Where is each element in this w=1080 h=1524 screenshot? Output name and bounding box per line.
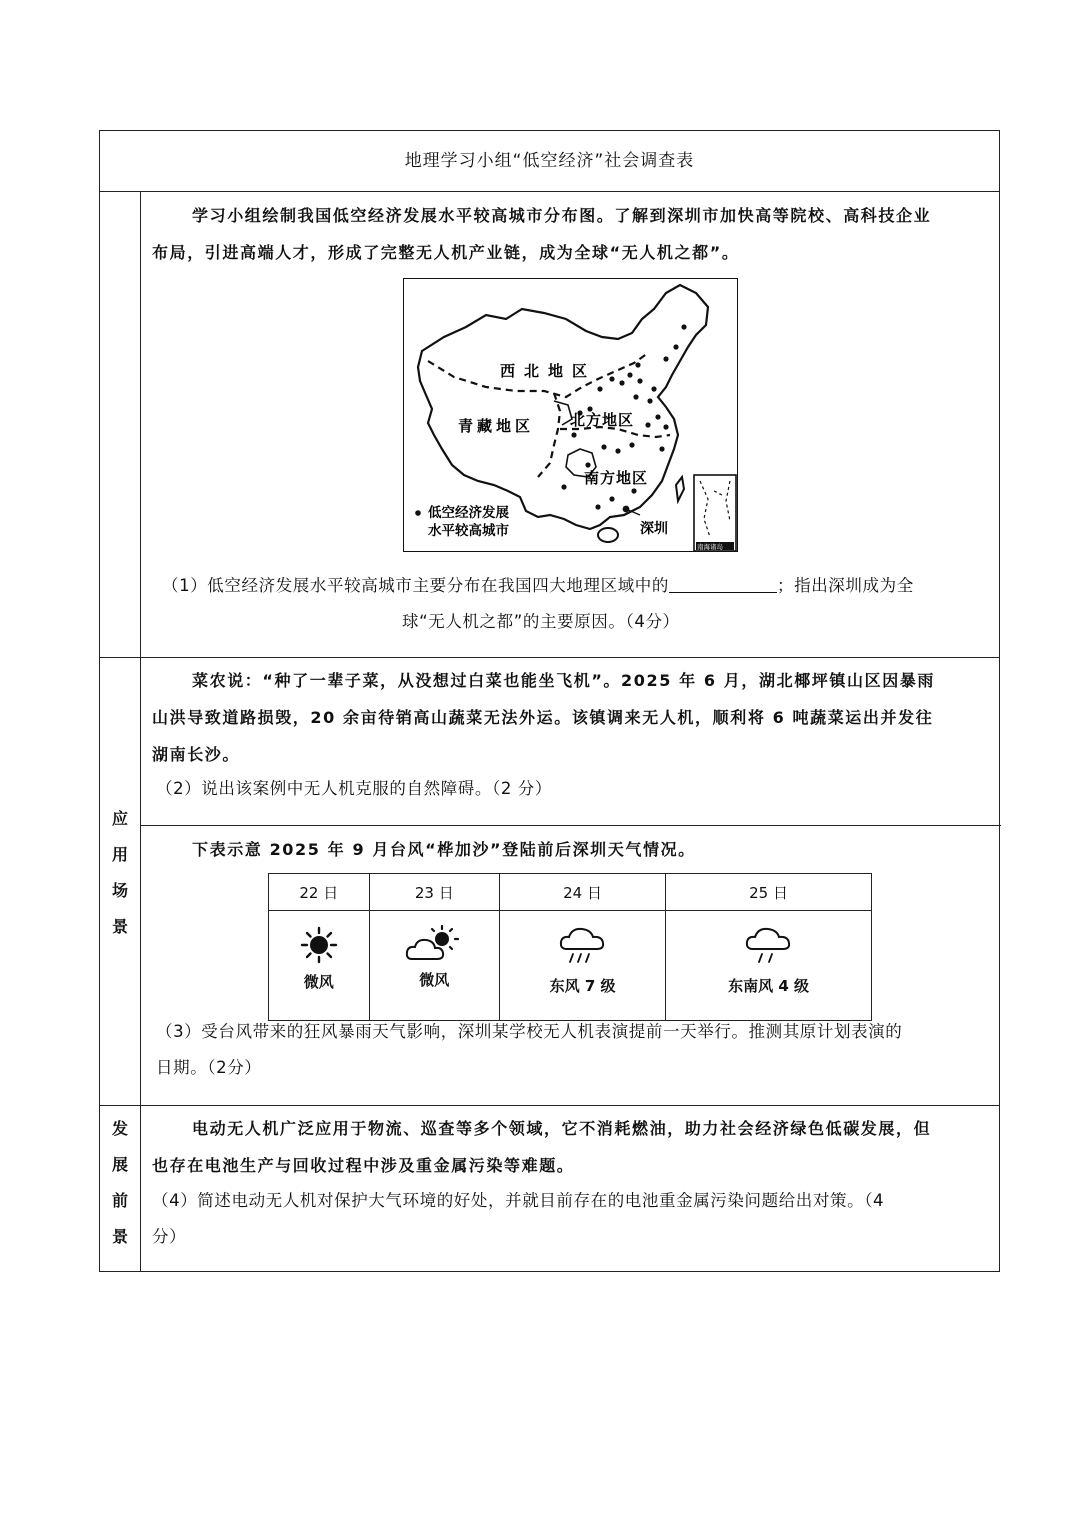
text-line: 学习小组绘制我国低空经济发展水平较高城市分布图。了解到深圳市加快高等院校、高科技企业 (192, 206, 932, 225)
text-line: 也存在电池生产与回收过程中涉及重金属污染等难题。 (152, 1156, 575, 1175)
side-char: 应 (111, 809, 128, 828)
legend-line-1: 低空经济发展 (428, 505, 509, 521)
question-1-text-end: ；指出深圳成为全 (777, 576, 914, 595)
side-label-prospect (100, 1111, 140, 1255)
weather-wind: 东南风 4 级 (728, 977, 810, 996)
side-char: 场 (111, 881, 128, 900)
text-line: 电动无人机广泛应用于物流、巡查等多个领域，它不消耗燃油，助力社会经济绿色低碳发展，但 (192, 1119, 932, 1138)
weather-date: 25 日 (666, 874, 872, 911)
question-4-line2: 分） (152, 1227, 187, 1246)
weather-date: 22 日 (269, 874, 370, 911)
china-outline (418, 285, 708, 529)
question-2: （2）说出该案例中无人机克服的自然障碍。（2 分） (156, 779, 552, 798)
inset-box (694, 475, 736, 551)
weather-table (268, 873, 872, 1021)
label-south: 南方地区 (584, 469, 649, 487)
label-shenzhen: 深圳 (640, 521, 668, 537)
sun-icon (299, 925, 339, 965)
table-title: 地理学习小组“低空经济”社会调查表 (404, 151, 695, 171)
divider (100, 191, 999, 192)
side-char: 景 (111, 1227, 128, 1246)
weather-wind: 微风 (303, 973, 334, 992)
weather-date-row (269, 874, 872, 911)
question-1-line2: 球“无人机之都”的主要原因。（4分） (402, 612, 680, 631)
text-line: 湖南长沙。 (152, 745, 241, 764)
divider (100, 1105, 999, 1106)
label-qinghai-tibet: 青藏地区 (458, 417, 535, 435)
weather-cell (500, 911, 666, 1021)
legend-dot (415, 510, 421, 516)
side-char: 发 (111, 1119, 128, 1138)
text-line: 菜农说：“种了一辈子菜，从没想过白菜也能坐飞机”。2025 年 6 月，湖北椰坪镇山区因暴雨 (192, 671, 936, 690)
weather-wind: 东风 7 级 (549, 977, 616, 996)
light-rain-icon (744, 925, 794, 969)
question-1-text: （1）低空经济发展水平较高城市主要分布在我国四大地理区域中的 (162, 576, 669, 595)
weather-date: 24 日 (500, 874, 666, 911)
weather-cell (369, 911, 499, 1021)
rain-icon (558, 925, 608, 969)
question-1-line1 (162, 568, 992, 604)
question-3-line2: 日期。（2分） (156, 1058, 262, 1077)
divider (140, 825, 1001, 826)
china-map-figure (404, 279, 738, 552)
question-3 (156, 1014, 996, 1086)
side-label-application (100, 801, 140, 945)
column-divider (140, 191, 141, 1271)
side-char: 展 (111, 1155, 128, 1174)
survey-table (99, 130, 1000, 1272)
divider (100, 657, 999, 658)
text-line: 山洪导致道路损毁，20 余亩待销高山蔬菜无法外运。该镇调来无人机，顺利将 6 吨蔬菜运出并发往 (152, 708, 934, 727)
side-char: 前 (111, 1191, 128, 1210)
section1-intro (152, 197, 992, 271)
weather-cell (666, 911, 872, 1021)
question-3-line1: （3）受台风带来的狂风暴雨天气影响，深圳某学校无人机表演提前一天举行。推测其原计划表演的 (156, 1022, 903, 1041)
side-char: 用 (111, 845, 128, 864)
partly-cloudy-icon (404, 925, 464, 965)
taiwan-island (676, 477, 684, 501)
weather-wind: 微风 (419, 971, 450, 990)
prospect-text (152, 1110, 992, 1184)
text-line: 布局，引进高端人才，形成了完整无人机产业链，成为全球“无人机之都”。 (152, 243, 740, 262)
answer-blank[interactable] (669, 574, 777, 593)
inset-label: 南海诸岛 (697, 543, 723, 551)
question-1 (162, 568, 992, 640)
weather-date: 23 日 (369, 874, 499, 911)
side-char: 景 (111, 917, 128, 936)
hainan-island (598, 528, 618, 542)
weather-cell (269, 911, 370, 1021)
legend-line-2: 水平较高城市 (428, 523, 509, 539)
weather-condition-row (269, 911, 872, 1021)
question-4 (152, 1183, 998, 1255)
question-4-line1: （4）简述电动无人机对保护大气环境的好处，并就目前存在的电池重金属污染问题给出对策。（4 (152, 1191, 885, 1210)
label-north: 北方地区 (570, 411, 635, 429)
label-northwest: 西北地区 (500, 362, 597, 380)
weather-intro: 下表示意 2025 年 9 月台风“桦加沙”登陆前后深圳天气情况。 (192, 840, 696, 859)
boundary-tibet (538, 393, 560, 477)
case-text (152, 662, 992, 773)
china-map (403, 278, 738, 552)
